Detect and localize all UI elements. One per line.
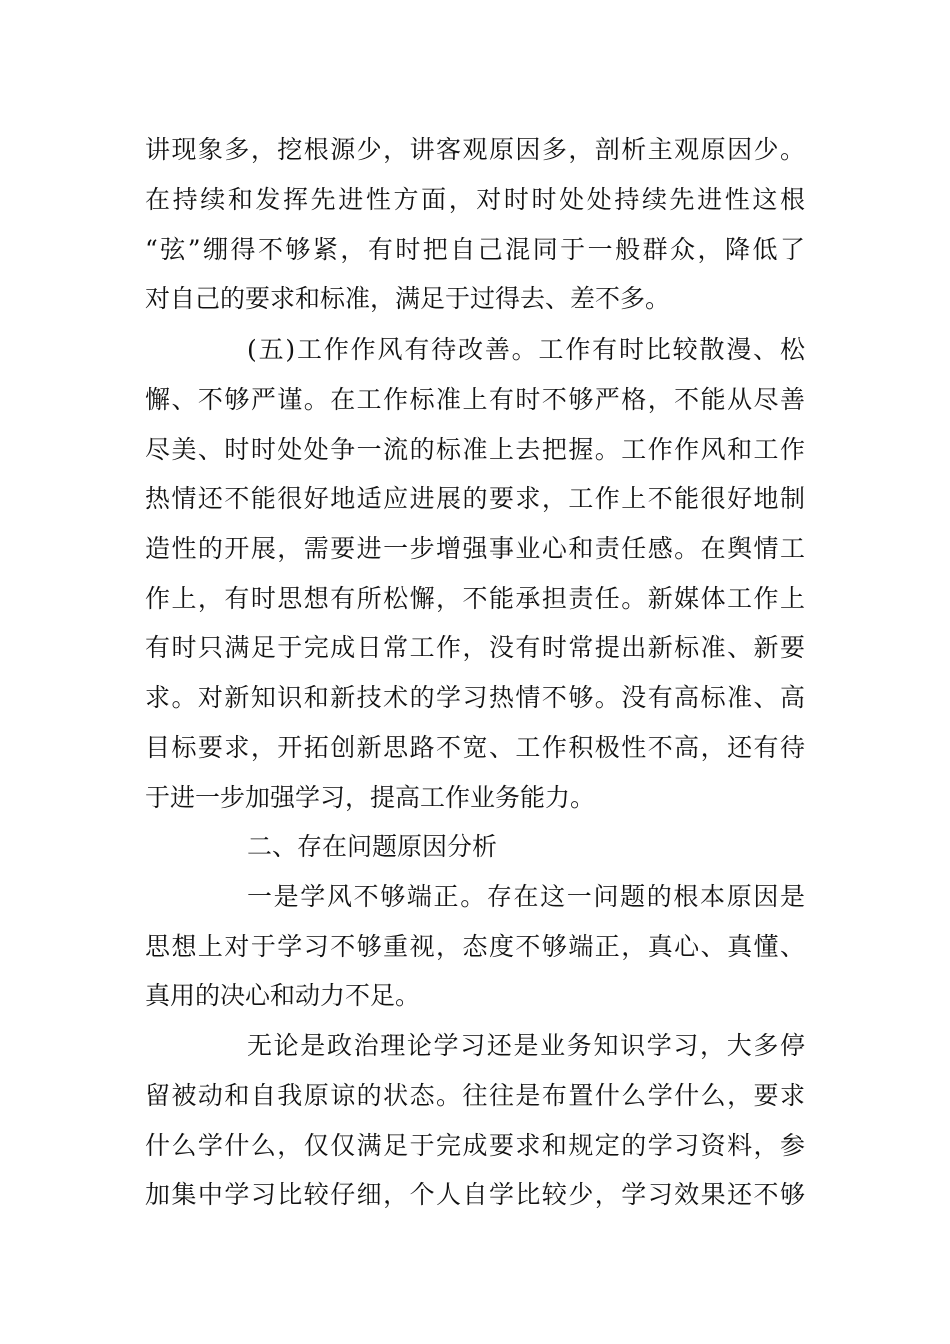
text-line: 真用的决心和动力不足。: [145, 981, 421, 1010]
text-line: 于进一步加强学习，提高工作业务能力。: [145, 783, 596, 812]
text-line: 造性的开展，需要进一步增强事业心和责任感。在舆情工: [145, 534, 805, 563]
section-heading: 二、存在问题原因分析: [247, 832, 498, 861]
text-line: 一是学风不够端正。存在这一问题的根本原因是: [247, 882, 805, 911]
text-line: 思想上对于学习不够重视，态度不够端正，真心、真懂、: [145, 932, 805, 961]
text-line: 无论是政治理论学习还是业务知识学习，大多停: [247, 1031, 805, 1060]
text-line: 有时只满足于完成日常工作，没有时常提出新标准、新要: [145, 633, 805, 662]
section-heading: (五)工作作风有待改善。工作有时比较散漫、松: [247, 335, 805, 364]
text-line: 留被动和自我原谅的状态。往往是布置什么学什么，要求: [145, 1081, 805, 1110]
text-line: 加集中学习比较仔细，个人自学比较少，学习效果还不够: [145, 1180, 805, 1209]
text-line: 讲现象多，挖根源少，讲客观原因多，剖析主观原因少。: [145, 135, 805, 164]
text-line: 目标要求，开拓创新思路不宽、工作积极性不高，还有待: [145, 733, 805, 762]
text-line: 在持续和发挥先进性方面，对时时处处持续先进性这根: [145, 185, 805, 214]
text-line: 求。对新知识和新技术的学习热情不够。没有高标准、高: [145, 683, 805, 712]
text-line: 对自己的要求和标准，满足于过得去、差不多。: [145, 284, 671, 313]
text-line: 热情还不能很好地适应进展的要求，工作上不能很好地制: [145, 484, 805, 513]
text-line: 尽美、时时处处争一流的标准上去把握。工作作风和工作: [145, 435, 805, 464]
text-line: 懈、不够严谨。在工作标准上有时不够严格，不能从尽善: [145, 385, 805, 414]
text-line: 作上，有时思想有所松懈，不能承担责任。新媒体工作上: [145, 584, 805, 613]
text-line: 什么学什么，仅仅满足于完成要求和规定的学习资料，参: [145, 1131, 805, 1160]
text-line: “弦”绷得不够紧，有时把自己混同于一般群众，降低了: [145, 235, 805, 264]
